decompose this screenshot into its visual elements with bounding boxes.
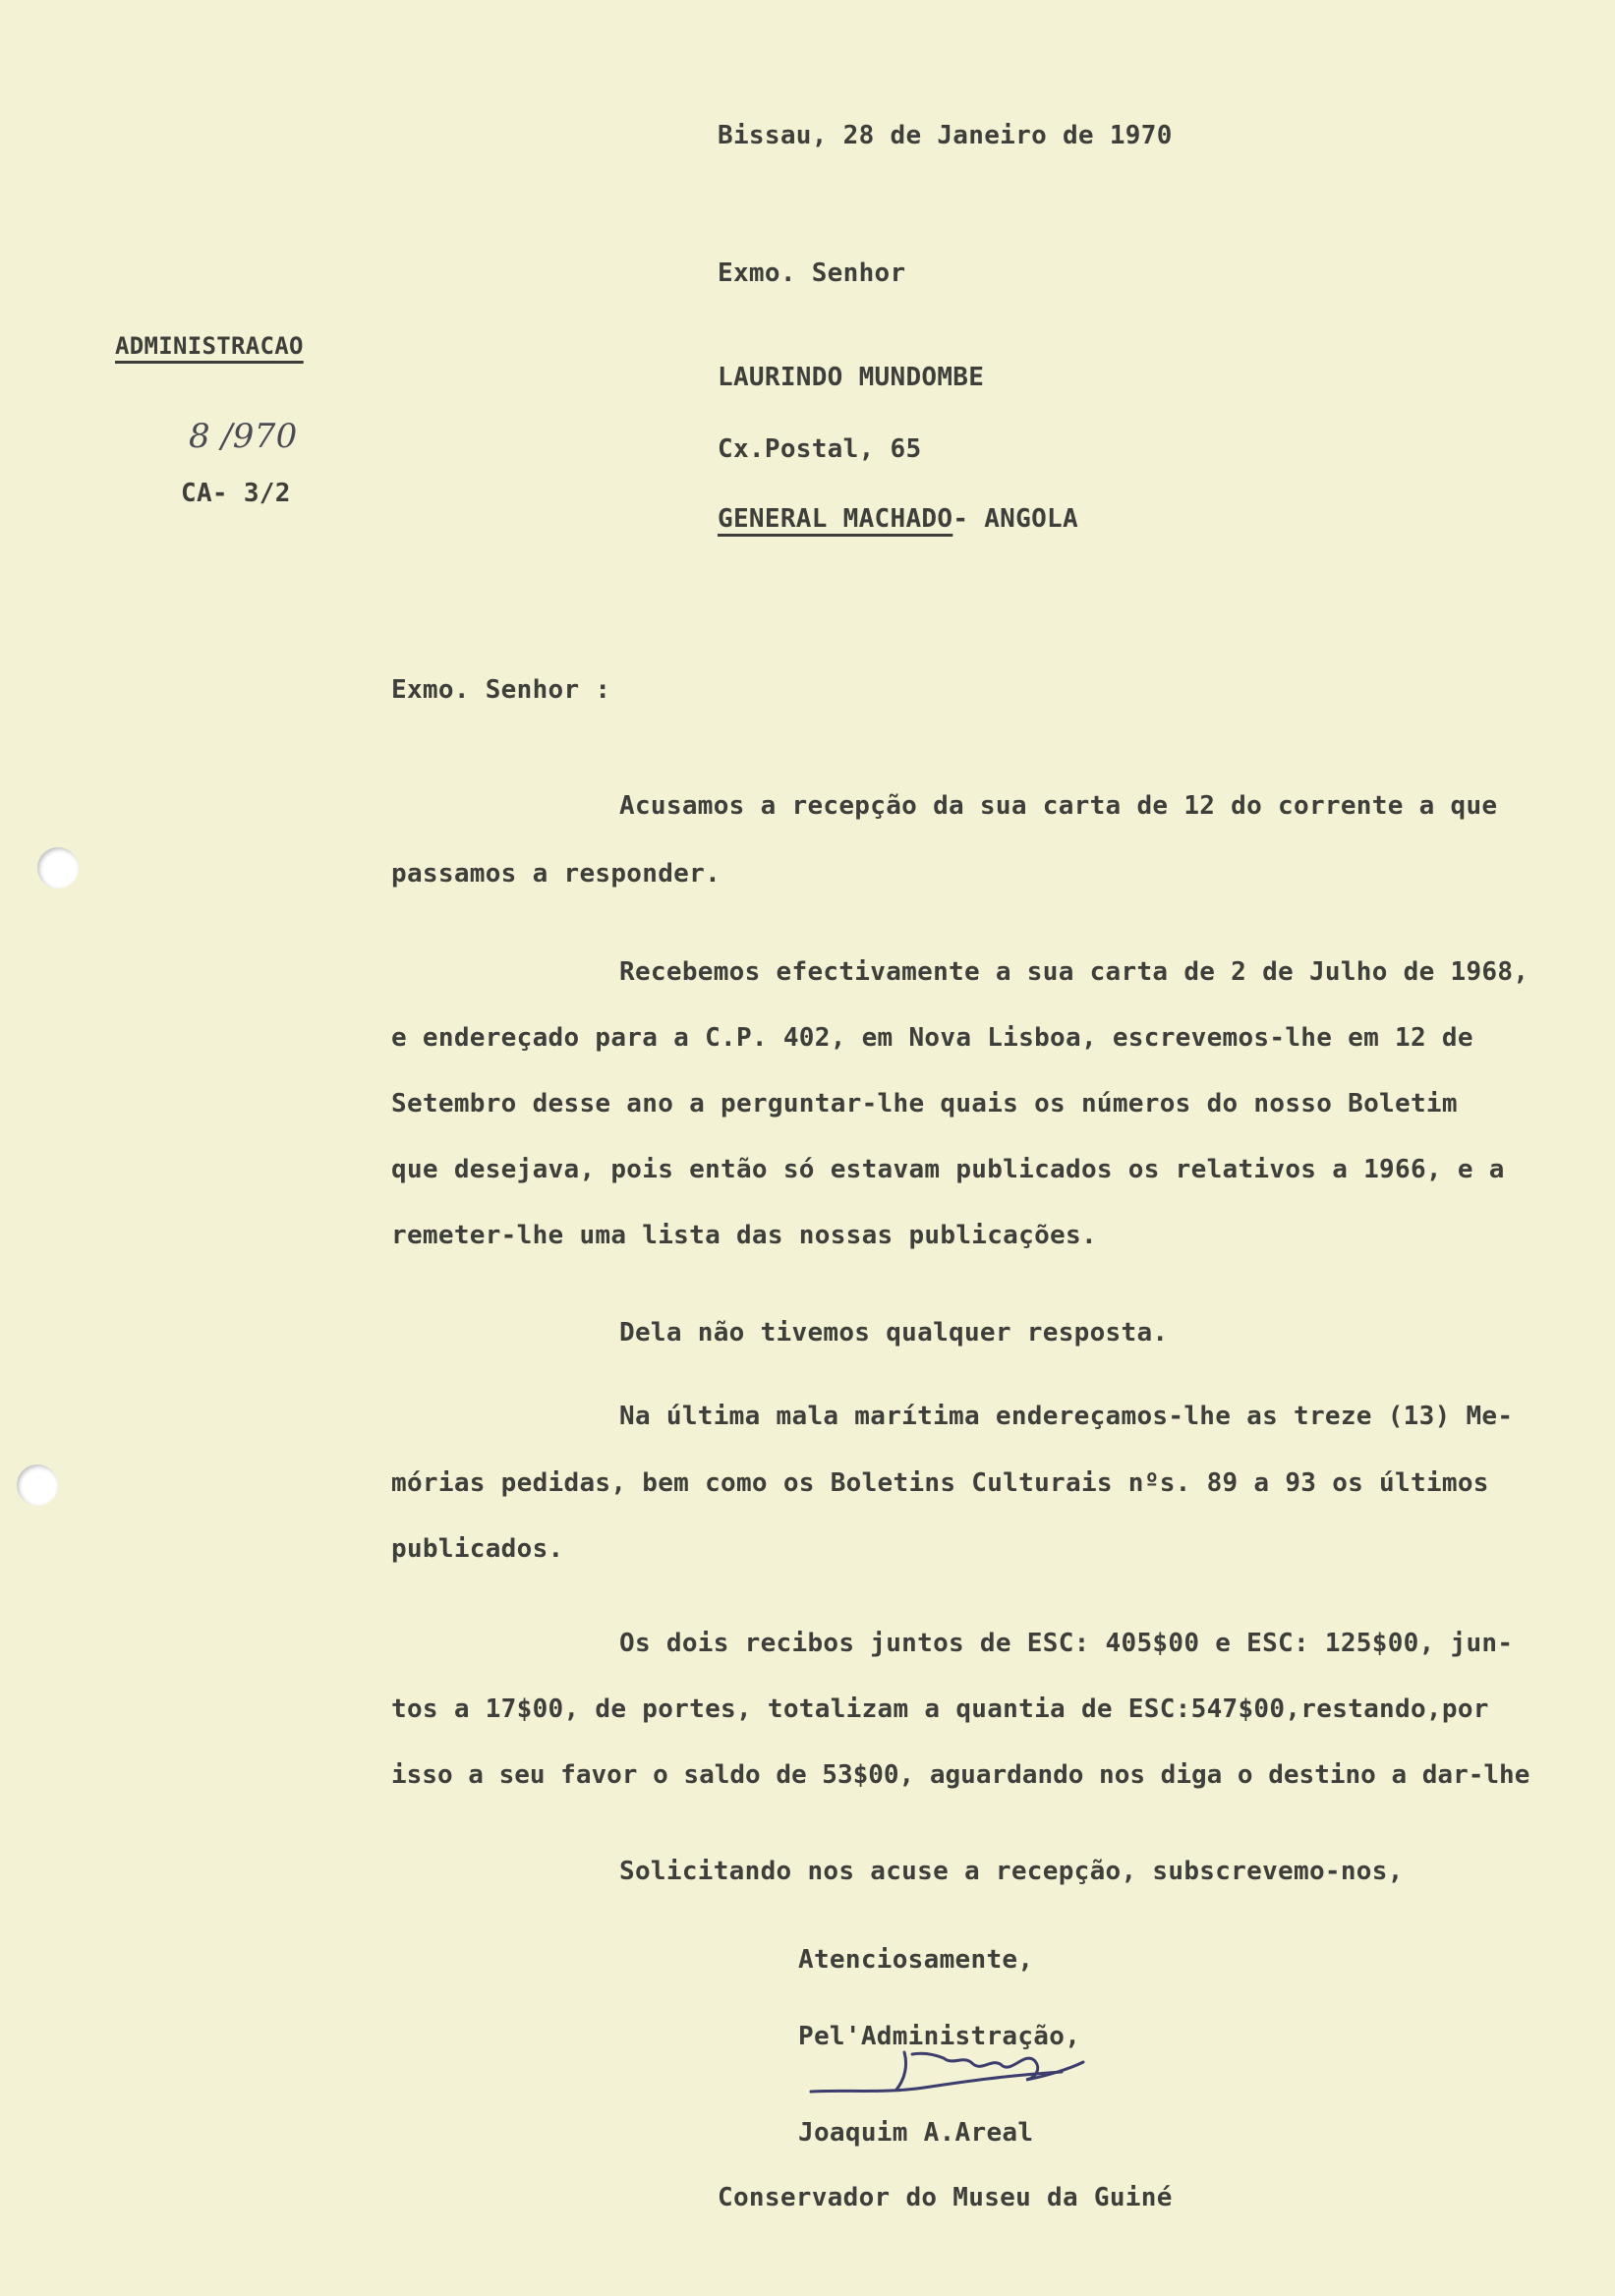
paragraph-1-line-2: passamos a responder. [391,859,721,889]
paragraph-2-line-1: Recebemos efectivamente a sua carta de 2 de Julho de 1968, [619,957,1529,987]
closing-regards: Atenciosamente, [798,1945,1034,1975]
recipient-address: Cx.Postal, 65 [718,434,922,464]
punch-hole-bottom [17,1464,58,1506]
punch-hole-top [37,847,79,889]
paragraph-2-line-4: que desejava, pois então só estavam publicados os relativos a 1966, e a [391,1155,1505,1184]
salutation: Exmo. Senhor : [391,675,611,705]
paragraph-3-line-1: Dela não tivemos qualquer resposta. [619,1318,1169,1348]
recipient-place-line [718,503,1078,535]
paragraph-4-line-2: mórias pedidas, bem como os Boletins Culturais nºs. 89 a 93 os últimos [391,1468,1489,1498]
signer-title: Conservador do Museu da Guiné [718,2183,1173,2212]
paragraph-4-line-3: publicados. [391,1534,564,1564]
paragraph-5-line-1: Os dois recibos juntos de ESC: 405$00 e ESC: 125$00, jun- [619,1629,1514,1658]
reference-number: 8 /970 [189,417,298,456]
paragraph-2-line-2: e endereçado para a C.P. 402, em Nova Lisboa, escrevemos-lhe em 12 de [391,1023,1473,1053]
paragraph-4-line-1: Na última mala marítima endereçamos-lhe as treze (13) Me- [619,1402,1514,1431]
recipient-country: - ANGOLA [952,504,1078,534]
recipient-place: GENERAL MACHADO [718,504,953,534]
handwritten-signature [806,2033,1101,2111]
paragraph-5-line-3: isso a seu favor o saldo de 53$00, aguardando nos diga o destino a dar-lhe [391,1760,1530,1790]
paragraph-2-line-5: remeter-lhe uma lista das nossas publicações. [391,1221,1097,1250]
paragraph-1-line-1: Acusamos a recepção da sua carta de 12 do corrente a que [619,791,1498,821]
department-label: ADMINISTRACAO [115,332,304,360]
recipient-name: LAURINDO MUNDOMBE [718,363,985,392]
signer-name: Joaquim A.Areal [798,2118,1034,2148]
paragraph-6-line-1: Solicitando nos acuse a recepção, subscrevemo-nos, [619,1857,1404,1886]
salutation-top: Exmo. Senhor [718,258,906,288]
paragraph-2-line-3: Setembro desse ano a perguntar-lhe quais os números do nosso Boletim [391,1089,1458,1119]
date-line: Bissau, 28 de Janeiro de 1970 [718,121,1173,150]
reference-code: CA- 3/2 [181,479,291,508]
paragraph-5-line-2: tos a 17$00, de portes, totalizam a quantia de ESC:547$00,restando,por [391,1694,1489,1724]
closing-on-behalf: Pel'Administração, [798,2022,1081,2051]
